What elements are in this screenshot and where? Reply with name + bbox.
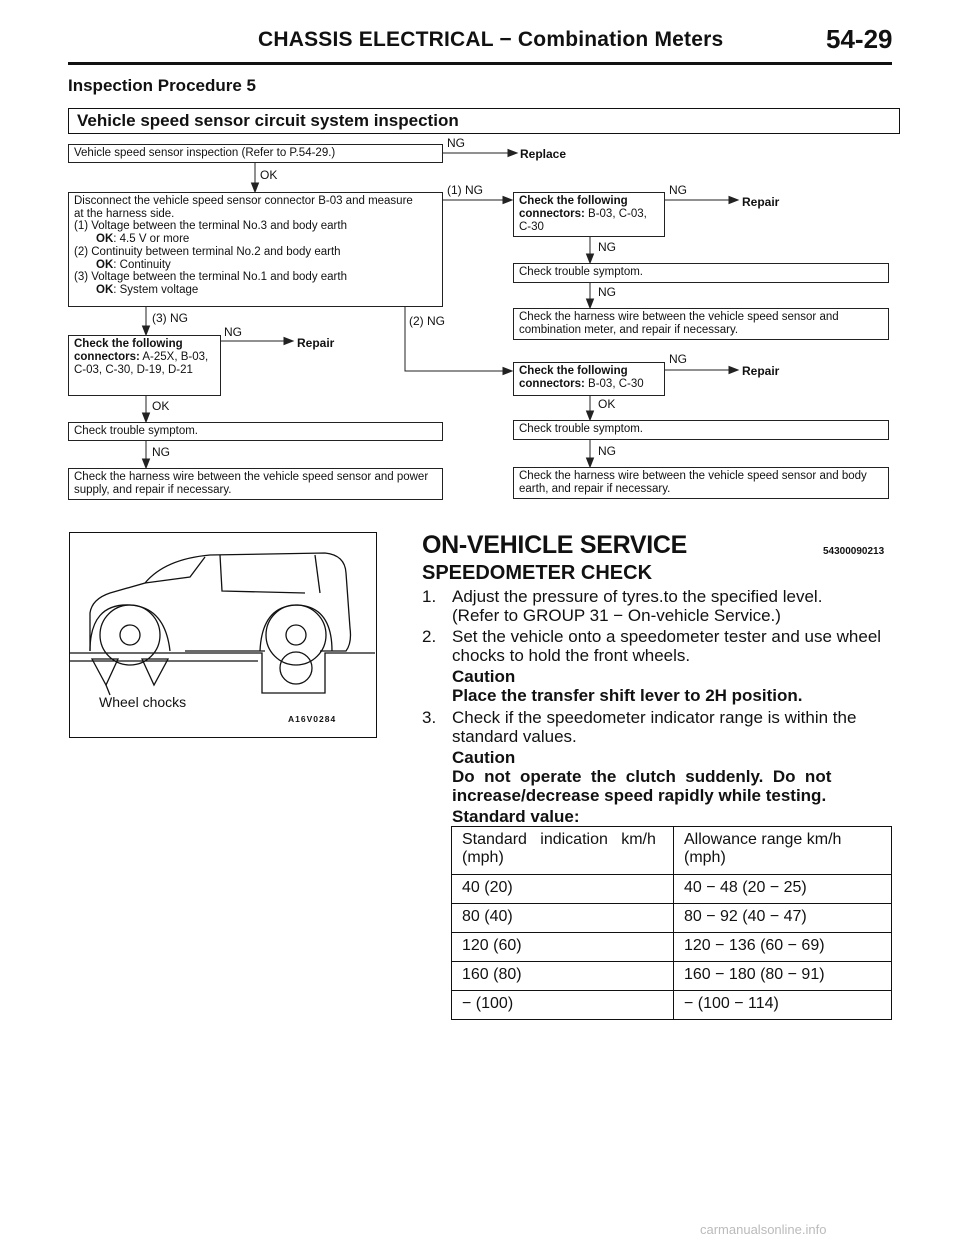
caution-title: Caution <box>452 748 516 767</box>
table-cell: 120 − 136 (60 − 69) <box>674 933 892 962</box>
flow-step-check-connectors-2 <box>513 362 665 396</box>
measure-line: Disconnect the vehicle speed sensor connector B-03 and measure <box>74 195 413 207</box>
flow-label-ng: NG <box>669 352 687 366</box>
connectors-heading: Check the following connectors: <box>519 195 628 220</box>
flow-action-repair: Repair <box>742 364 780 378</box>
caution-text: Place the transfer shift lever to 2H position. <box>452 686 803 705</box>
caution-text: Do not operate the clutch suddenly. Do not <box>452 767 832 786</box>
figure-code: A16V0284 <box>288 714 337 724</box>
flow-step-check-connectors-1 <box>513 192 665 237</box>
table-cell: 40 − 48 (20 − 25) <box>674 875 892 904</box>
measure-ok-line <box>74 233 437 246</box>
flow-step-check-connectors-3 <box>68 335 221 396</box>
table-cell: 80 − 92 (40 − 47) <box>674 904 892 933</box>
procedure-banner: Vehicle speed sensor circuit system inspection <box>68 108 900 134</box>
flow-label-branch-3: (3) NG <box>152 311 188 325</box>
flow-action-replace: Replace <box>520 147 567 161</box>
flow-label-branch-2: (2) NG <box>409 314 445 328</box>
step-number: 1. <box>422 587 437 606</box>
ok-label: OK <box>96 283 114 296</box>
step-number: 3. <box>422 708 437 727</box>
flow-step-sensor-inspection: Vehicle speed sensor inspection (Refer to P.54-29.) <box>68 144 443 163</box>
table-row <box>452 991 892 1020</box>
table-cell: − (100) <box>452 991 674 1020</box>
ok-label: OK <box>96 233 114 246</box>
flow-label-ng: NG <box>447 136 465 150</box>
flow-label-ng: NG <box>669 183 687 197</box>
flow-label-ok: OK <box>152 399 170 413</box>
table-header-cell: Standard indication km/h (mph) <box>452 827 674 875</box>
ok-label: OK <box>96 258 114 271</box>
step-reference: (Refer to GROUP 31 − On-vehicle Service.) <box>452 606 781 625</box>
subsection-title: SPEEDOMETER CHECK <box>422 562 653 584</box>
table-cell: 120 (60) <box>452 933 674 962</box>
flow-action-repair: Repair <box>742 195 780 209</box>
table-header-row <box>452 827 892 875</box>
connectors-list: B-03, C-03, C-30 <box>519 208 647 233</box>
measure-ok-line <box>74 284 437 297</box>
ok-value: : Continuity <box>113 258 171 271</box>
speedometer-standard-table <box>451 826 892 1020</box>
flow-label-ok: OK <box>260 168 278 182</box>
measure-line: (2) Continuity between terminal No.2 and body earth <box>74 245 341 258</box>
table-row <box>452 933 892 962</box>
flow-label-branch-1: (1) NG <box>447 183 483 197</box>
flow-step-trouble-symptom-1: Check trouble symptom. <box>513 263 889 283</box>
measure-ok-line <box>74 259 437 272</box>
flow-label-ok: OK <box>598 397 616 411</box>
flow-step-connector-measure <box>68 192 443 307</box>
flow-label-ng: NG <box>598 444 616 458</box>
flow-label-ng: NG <box>598 240 616 254</box>
flow-action-repair: Repair <box>297 336 335 350</box>
table-cell: − (100 − 114) <box>674 991 892 1020</box>
measure-line: at the harness side. <box>74 207 175 220</box>
measure-line: (1) Voltage between the terminal No.3 and body earth <box>74 220 347 233</box>
connectors-list: B-03, C-30 <box>588 378 644 390</box>
connectors-list: A-25X, B-03, C-03, C-30, D-19, D-21 <box>74 351 209 376</box>
procedure-heading: Inspection Procedure 5 <box>68 76 256 95</box>
step-text: Adjust the pressure of tyres.to the specified level. <box>452 587 823 606</box>
table-cell: 160 (80) <box>452 962 674 991</box>
standard-value-label: Standard value: <box>452 807 580 826</box>
table-row <box>452 904 892 933</box>
table-cell: 160 − 180 (80 − 91) <box>674 962 892 991</box>
ok-value: : 4.5 V or more <box>113 233 190 246</box>
table-cell: 40 (20) <box>452 875 674 904</box>
flow-label-ng: NG <box>152 445 170 459</box>
flow-label-ng: NG <box>224 325 242 339</box>
caution-title: Caution <box>452 667 516 686</box>
table-row <box>452 875 892 904</box>
step-text: chocks to hold the front wheels. <box>452 646 691 665</box>
table-row <box>452 962 892 991</box>
caution-text: increase/decrease speed rapidly while testing. <box>452 786 827 805</box>
table-cell: 80 (40) <box>452 904 674 933</box>
page-header-title: CHASSIS ELECTRICAL − Combination Meters <box>258 28 724 51</box>
figure-label: Wheel chocks <box>99 694 187 710</box>
flow-step-harness-body-earth: Check the harness wire between the vehicle speed sensor and body earth, and repair if necessary. <box>513 467 889 499</box>
step-text: Check if the speedometer indicator range is within the <box>452 708 857 727</box>
flow-step-trouble-symptom-2: Check trouble symptom. <box>513 420 889 440</box>
section-title: ON-VEHICLE SERVICE <box>422 531 688 559</box>
table-header-cell: Allowance range km/h (mph) <box>674 827 892 875</box>
flow-step-harness-power-supply: Check the harness wire between the vehicle speed sensor and power supply, and repair if necessary. <box>68 468 443 500</box>
connectors-heading: Check the following connectors: <box>74 338 183 363</box>
flow-step-harness-combination-meter: Check the harness wire between the vehicle speed sensor and combination meter, and repair if necessary. <box>513 308 889 340</box>
watermark: carmanualsonline.info <box>700 1222 827 1237</box>
page-number: 54-29 <box>826 24 893 54</box>
connectors-heading: Check the following connectors: <box>519 365 628 390</box>
measure-line: (3) Voltage between the terminal No.1 and body earth <box>74 271 347 284</box>
flow-step-trouble-symptom-3: Check trouble symptom. <box>68 422 443 441</box>
step-text: standard values. <box>452 727 577 746</box>
step-number: 2. <box>422 627 437 646</box>
flow-label-ng: NG <box>598 285 616 299</box>
step-text: Set the vehicle onto a speedometer tester and use wheel <box>452 627 882 646</box>
section-code: 54300090213 <box>823 546 885 557</box>
ok-value: : System voltage <box>113 283 199 296</box>
